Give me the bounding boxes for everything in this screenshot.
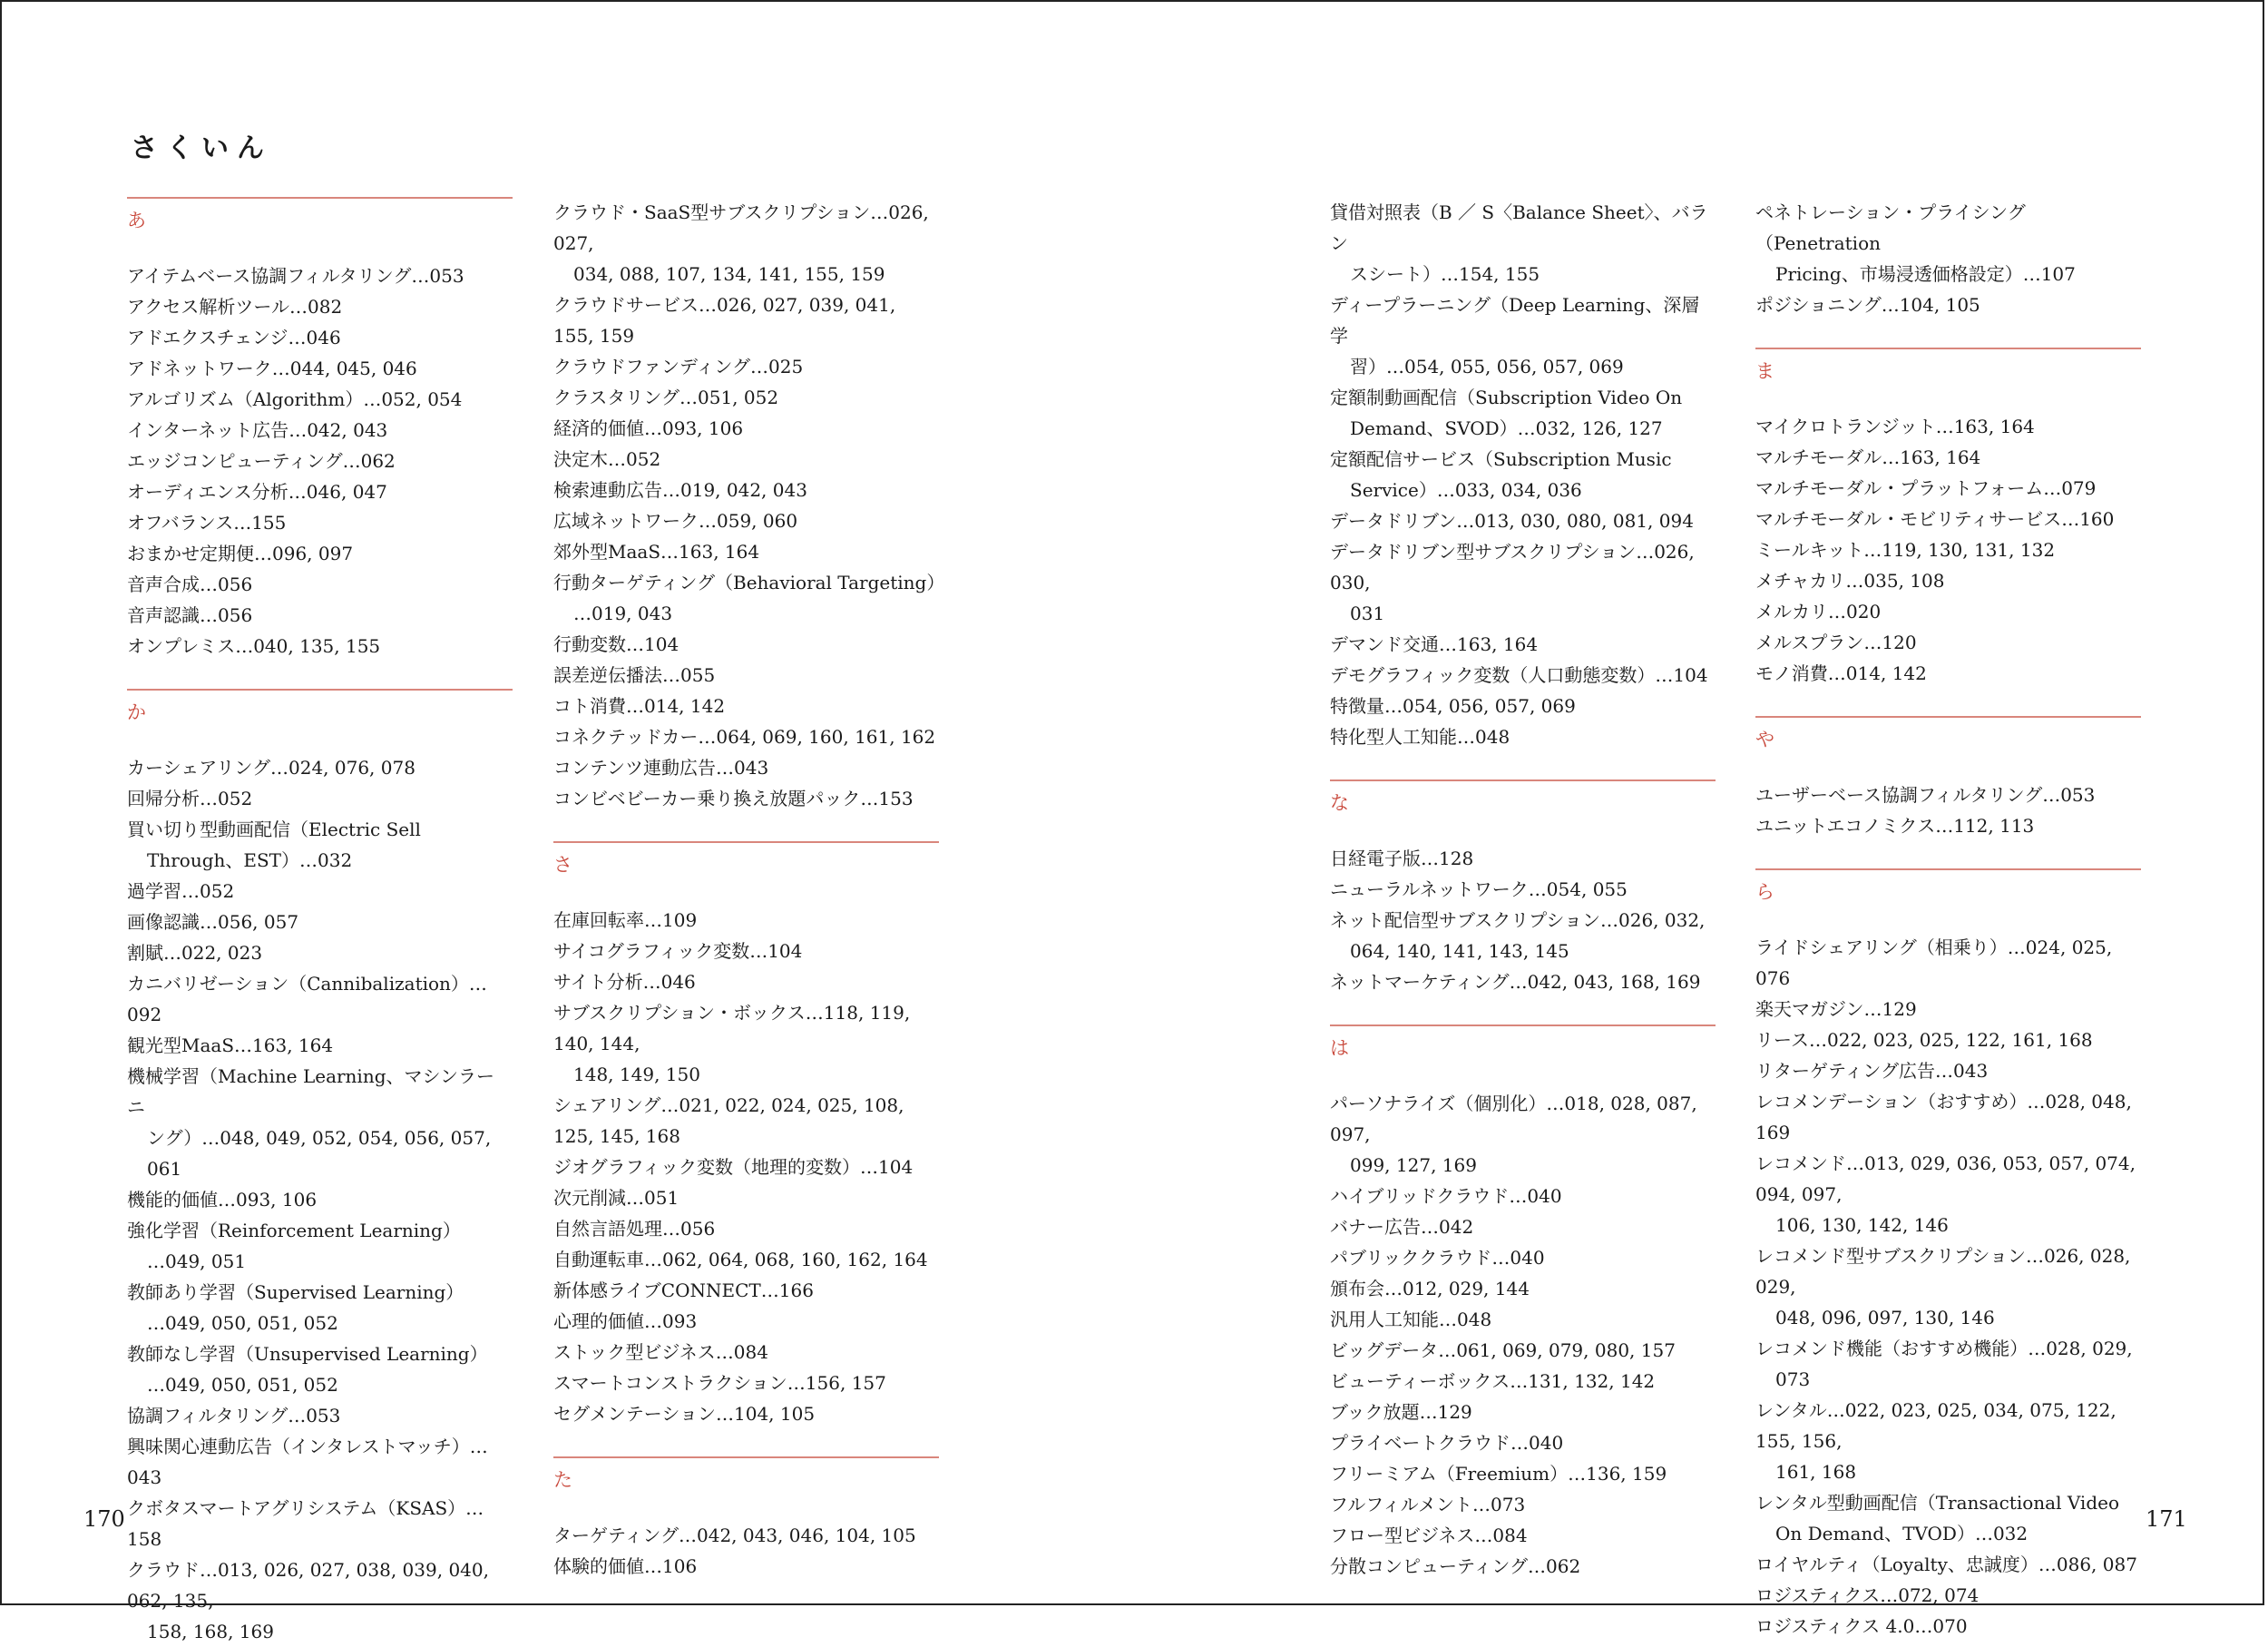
entry-line: 楽天マガジン…129 — [1755, 998, 1917, 1020]
index-entry — [553, 197, 939, 289]
entry-line: 広域ネットワーク…059, 060 — [553, 510, 798, 532]
entry-line: 在庫回転率…109 — [553, 909, 698, 931]
entry-line: ロジスティクス 4.0…070 — [1755, 1615, 1968, 1637]
index-entry — [1755, 1395, 2141, 1487]
index-entry — [127, 415, 513, 446]
entry-line: シェアリング…021, 022, 024, 025, 108, 125, 145, 168 — [553, 1094, 904, 1147]
index-entry — [127, 968, 513, 1030]
section-spacer — [1755, 320, 2141, 348]
entry-line: クラウド・SaaS型サブスクリプション…026, 027, — [553, 201, 929, 254]
index-entry — [1755, 1580, 2141, 1611]
entry-line: ニューラルネットワーク…054, 055 — [1330, 878, 1628, 900]
index-entry — [127, 538, 513, 569]
index-entry — [553, 1520, 939, 1551]
entry-continuation: 073 — [1775, 1368, 1811, 1390]
index-entry — [1755, 994, 2141, 1024]
entry-line: カニバリゼーション（Cannibalization）…092 — [127, 973, 487, 1025]
entry-line: ロジスティクス…072, 074 — [1755, 1584, 1980, 1606]
entry-line: サブスクリプション・ボックス…118, 119, 140, 144, — [553, 1002, 911, 1054]
entry-line: レンタル…022, 023, 025, 034, 075, 122, 155, 156, — [1755, 1399, 2116, 1452]
index-entry — [1330, 536, 1716, 629]
index-entry — [1330, 1458, 1716, 1489]
index-entry — [553, 1152, 939, 1182]
entry-line: 誤差逆伝播法…055 — [553, 664, 716, 686]
page-number-right: 171 — [2146, 1506, 2187, 1532]
index-entry — [553, 1551, 939, 1582]
index-entry — [553, 567, 945, 629]
entry-line: ビューティーボックス…131, 132, 142 — [1330, 1370, 1656, 1392]
index-section — [1330, 779, 1716, 1024]
index-entry — [553, 536, 939, 567]
entry-line: 新体感ライブCONNECT…166 — [553, 1279, 814, 1301]
entry-continuation: 048, 096, 097, 130, 146 — [1775, 1307, 1995, 1328]
index-entry — [1330, 966, 1716, 997]
index-entry — [553, 1244, 939, 1275]
index-entry — [1330, 1273, 1716, 1304]
index-entry — [127, 1061, 513, 1184]
index-entry — [1755, 534, 2141, 565]
entry-line: パーソナライズ（個別化）…018, 028, 087, 097, — [1330, 1093, 1697, 1145]
entry-continuation: 034, 088, 107, 134, 141, 155, 159 — [573, 263, 885, 285]
entry-line: ビッグデータ…061, 069, 079, 080, 157 — [1330, 1339, 1676, 1361]
entry-line: 特徴量…054, 056, 057, 069 — [1330, 695, 1576, 717]
index-entry — [127, 322, 513, 353]
entry-line: フロー型ビジネス…084 — [1330, 1524, 1528, 1546]
index-entry — [127, 937, 513, 968]
index-entry — [127, 353, 513, 384]
index-column-2 — [553, 197, 945, 1582]
index-entry — [127, 1400, 513, 1431]
index-entry — [127, 600, 513, 631]
entry-line: 日経電子版…128 — [1330, 848, 1474, 869]
index-entry — [1330, 1489, 1716, 1520]
index-entry — [1755, 1333, 2141, 1395]
index-entry — [553, 783, 939, 814]
index-entry — [1755, 289, 2141, 320]
entry-line: コンビベビーカー乗り換え放題パック…153 — [553, 788, 914, 809]
entry-continuation: 064, 140, 141, 143, 145 — [1350, 940, 1569, 962]
entry-line: ディープラーニング（Deep Learning、深層学 — [1330, 294, 1700, 347]
entry-line: アルゴリズム（Algorithm）…052, 054 — [127, 388, 463, 410]
entry-line: レコメンド…013, 029, 036, 053, 057, 074, 094, 097, — [1755, 1152, 2136, 1205]
index-entry — [1330, 197, 1716, 289]
entry-line: レコメンデーション（おすすめ）…028, 048, 169 — [1755, 1091, 2132, 1143]
index-entry — [127, 783, 513, 814]
index-entry — [1755, 658, 2141, 689]
entry-line: 機械学習（Machine Learning、マシンラーニ — [127, 1065, 495, 1118]
entry-line: 買い切り型動画配信（Electric Sell — [127, 819, 421, 840]
section-spacer — [1755, 841, 2141, 868]
index-column-3 — [1330, 197, 1716, 1582]
entry-line: 郊外型MaaS…163, 164 — [553, 541, 760, 563]
section-heading — [553, 1456, 939, 1520]
entry-line: ネットマーケティング…042, 043, 168, 169 — [1330, 971, 1701, 993]
section-kana: は — [1330, 1037, 1349, 1059]
entry-line: オーディエンス分析…046, 047 — [127, 481, 387, 503]
index-entry — [553, 413, 939, 444]
entry-line: アクセス解析ツール…082 — [127, 296, 343, 318]
index-entry — [1330, 1551, 1716, 1582]
entry-line: ペネトレーション・プライシング（Penetration — [1755, 201, 2026, 254]
entry-line: コンテンツ連動広告…043 — [553, 757, 769, 779]
index-entry — [553, 505, 939, 536]
section-heading — [127, 689, 513, 752]
entry-line: マルチモーダル…163, 164 — [1755, 446, 1981, 468]
section-kana: た — [553, 1469, 572, 1491]
index-entry — [127, 476, 513, 507]
entry-continuation: 148, 149, 150 — [573, 1064, 700, 1085]
entry-line: リース…022, 023, 025, 122, 161, 168 — [1755, 1029, 2093, 1051]
entry-line: 次元削減…051 — [553, 1187, 679, 1209]
index-entry — [553, 382, 939, 413]
entry-line: 頒布会…012, 029, 144 — [1330, 1278, 1530, 1299]
section-heading — [1755, 716, 2141, 779]
entry-line: ストック型ビジネス…084 — [553, 1341, 768, 1363]
entry-line: マイクロトランジット…163, 164 — [1755, 416, 2035, 437]
index-entry — [127, 907, 513, 937]
section-kana: ま — [1755, 360, 1774, 382]
entry-line: メチャカリ…035, 108 — [1755, 570, 1945, 592]
index-entry — [127, 291, 513, 322]
index-entry — [127, 1554, 513, 1647]
index-section — [1755, 348, 2141, 716]
entry-continuation: Through、EST）…032 — [147, 849, 353, 871]
section-kana: ら — [1755, 881, 1774, 903]
entry-line: 決定木…052 — [553, 448, 661, 470]
entry-line: ユーザーベース協調フィルタリング…053 — [1755, 784, 2096, 806]
entry-line: プライベートクラウド…040 — [1330, 1432, 1564, 1454]
index-entry — [1755, 596, 2141, 627]
entry-line: デマンド交通…163, 164 — [1330, 633, 1539, 655]
entry-line: コネクテッドカー…064, 069, 160, 161, 162 — [553, 726, 936, 748]
index-entry — [553, 660, 939, 691]
entry-line: 心理的価値…093 — [553, 1310, 698, 1332]
entry-line: アドネットワーク…044, 045, 046 — [127, 358, 417, 379]
index-entry — [127, 814, 513, 876]
index-column-4 — [1755, 197, 2141, 1642]
entry-continuation: 161, 168 — [1775, 1461, 1857, 1483]
index-entry — [1755, 504, 2141, 534]
index-entry — [553, 905, 939, 936]
index-entry — [127, 1215, 513, 1277]
section-spacer — [553, 814, 939, 841]
entry-line: 自動運転車…062, 064, 068, 160, 162, 164 — [553, 1249, 928, 1270]
page-title: さくいん — [131, 132, 272, 164]
entry-line: オンプレミス…040, 135, 155 — [127, 635, 381, 657]
entry-line: デモグラフィック変数（人口動態変数）…104 — [1330, 664, 1708, 686]
entry-line: 経済的価値…093, 106 — [553, 417, 744, 439]
index-entry — [553, 966, 939, 997]
index-entry — [127, 260, 513, 291]
entry-continuation: 習）…054, 055, 056, 057, 069 — [1350, 356, 1624, 377]
entry-line: レコメンド型サブスクリプション…026, 028, 029, — [1755, 1245, 2131, 1298]
index-entry — [1330, 382, 1716, 444]
entry-line: レンタル型動画配信（Transactional Video — [1755, 1492, 2119, 1514]
index-entry — [1330, 505, 1716, 536]
index-section — [1755, 716, 2141, 868]
index-entry — [553, 444, 939, 475]
index-entry — [553, 936, 939, 966]
entry-continuation: …049, 050, 051, 052 — [147, 1312, 338, 1334]
entry-line: クラウドファンディング…025 — [553, 356, 804, 377]
index-entry — [553, 1398, 939, 1429]
entry-continuation: スシート）…154, 155 — [1350, 263, 1540, 285]
entry-line: ポジショニング…104, 105 — [1755, 294, 1980, 316]
index-entry — [553, 629, 939, 660]
index-entry — [127, 1431, 513, 1493]
entry-line: クラウド…013, 026, 027, 038, 039, 040, 062, 135, — [127, 1559, 489, 1612]
entry-continuation: Service）…033, 034, 036 — [1350, 479, 1582, 501]
index-entry — [1330, 1397, 1716, 1427]
index-entry — [127, 446, 513, 476]
entry-line: フルフィルメント…073 — [1330, 1494, 1526, 1515]
entry-line: 自然言語処理…056 — [553, 1218, 716, 1240]
index-entry — [1755, 810, 2141, 841]
section-kana: さ — [553, 854, 572, 876]
index-entry — [127, 1184, 513, 1215]
index-entry — [1755, 442, 2141, 473]
index-entry — [1330, 843, 1716, 874]
entry-line: 回帰分析…052 — [127, 788, 253, 809]
entry-line: フリーミアム（Freemium）…136, 159 — [1330, 1463, 1667, 1485]
entry-line: 教師あり学習（Supervised Learning） — [127, 1281, 464, 1303]
entry-line: クラスタリング…051, 052 — [553, 387, 779, 408]
index-entry — [127, 569, 513, 600]
index-entry — [553, 1213, 939, 1244]
index-entry — [1755, 565, 2141, 596]
index-entry — [1755, 1549, 2141, 1580]
entry-line: ロイヤルティ（Loyalty、忠誠度）…086, 087 — [1755, 1554, 2137, 1575]
entry-continuation: Pricing、市場浸透価格設定）…107 — [1775, 263, 2076, 285]
section-kana: な — [1330, 792, 1349, 814]
index-entry — [1330, 444, 1716, 505]
index-entry — [1330, 1520, 1716, 1551]
entry-line: スマートコンストラクション…156, 157 — [553, 1372, 886, 1394]
index-entry — [1330, 721, 1716, 752]
index-section — [1755, 868, 2141, 1642]
index-entry — [1330, 289, 1716, 382]
entry-line: アドエクスチェンジ…046 — [127, 327, 341, 348]
section-spacer — [127, 662, 513, 689]
entry-line: サイト分析…046 — [553, 971, 696, 993]
index-entry — [1330, 1366, 1716, 1397]
entry-line: マルチモーダル・モビリティサービス…160 — [1755, 508, 2115, 530]
entry-continuation: Demand、SVOD）…032, 126, 127 — [1350, 417, 1663, 439]
entry-line: セグメンテーション…104, 105 — [553, 1403, 816, 1425]
index-entry — [553, 1306, 939, 1337]
entry-line: ジオグラフィック変数（地理的変数）…104 — [553, 1156, 914, 1178]
entry-line: 協調フィルタリング…053 — [127, 1405, 341, 1426]
index-section — [1330, 1024, 1716, 1582]
entry-line: マルチモーダル・プラットフォーム…079 — [1755, 477, 2097, 499]
index-column-1 — [127, 197, 513, 1647]
index-entry — [127, 384, 513, 415]
entry-line: 行動ターゲティング（Behavioral Targeting） — [553, 572, 945, 593]
section-spacer — [553, 1429, 939, 1456]
section-kana: や — [1755, 729, 1774, 750]
entry-line: パブリッククラウド…040 — [1330, 1247, 1545, 1269]
index-entry — [1755, 779, 2141, 810]
entry-continuation: …049, 050, 051, 052 — [147, 1374, 338, 1396]
entry-line: オフバランス…155 — [127, 512, 287, 534]
entry-line: クボタスマートアグリシステム（KSAS）…158 — [127, 1497, 484, 1550]
index-entry — [1755, 1148, 2141, 1240]
entry-line: ミールキット…119, 130, 131, 132 — [1755, 539, 2056, 561]
index-entry — [1755, 1024, 2141, 1055]
index-entry — [553, 289, 939, 351]
index-entry — [553, 351, 939, 382]
entry-line: リターゲティング広告…043 — [1755, 1060, 1989, 1082]
entry-line: 観光型MaaS…163, 164 — [127, 1034, 334, 1056]
entry-line: コト消費…014, 142 — [553, 695, 726, 717]
index-entry — [553, 752, 939, 783]
index-entry — [553, 1182, 939, 1213]
index-entry — [1330, 874, 1716, 905]
entry-line: 分散コンピューティング…062 — [1330, 1555, 1581, 1577]
entry-line: ライドシェアリング（相乗り）…024, 025, 076 — [1755, 936, 2113, 989]
section-heading — [1330, 1024, 1716, 1088]
index-entry — [1330, 1242, 1716, 1273]
entry-line: レコメンド機能（おすすめ機能）…028, 029, — [1755, 1338, 2133, 1359]
entry-line: カーシェアリング…024, 076, 078 — [127, 757, 415, 779]
index-entry — [127, 1493, 513, 1554]
index-entry — [127, 752, 513, 783]
entry-line: 定額配信サービス（Subscription Music — [1330, 448, 1672, 470]
index-entry — [1330, 1088, 1716, 1181]
entry-line: ネット配信型サブスクリプション…026, 032, — [1330, 909, 1706, 931]
section-heading — [127, 197, 513, 260]
entry-line: サイコグラフィック変数…104 — [553, 940, 803, 962]
entry-line: インターネット広告…042, 043 — [127, 419, 388, 441]
index-entry — [1330, 1304, 1716, 1335]
page-number-left: 170 — [83, 1506, 125, 1532]
section-heading — [1755, 868, 2141, 932]
index-entry — [1755, 197, 2141, 289]
index-entry — [553, 721, 939, 752]
entry-line: 行動変数…104 — [553, 633, 679, 655]
index-entry — [553, 1337, 939, 1368]
index-entry — [553, 691, 939, 721]
entry-line: 定額制動画配信（Subscription Video On — [1330, 387, 1683, 408]
index-entry — [1330, 1335, 1716, 1366]
index-entry — [127, 876, 513, 907]
index-section — [1755, 197, 2141, 348]
index-entry — [1330, 629, 1716, 660]
index-entry — [1755, 1086, 2141, 1148]
entry-line: おまかせ定期便…096, 097 — [127, 543, 354, 564]
index-entry — [1755, 1611, 2141, 1642]
entry-continuation: ング）…048, 049, 052, 054, 056, 057, 061 — [147, 1127, 492, 1180]
index-entry — [1330, 905, 1716, 966]
index-entry — [1330, 1181, 1716, 1211]
index-section — [553, 197, 945, 841]
index-entry — [1755, 473, 2141, 504]
entry-line: エッジコンピューティング…062 — [127, 450, 396, 472]
entry-line: 検索連動広告…019, 042, 043 — [553, 479, 807, 501]
entry-line: 特化型人工知能…048 — [1330, 726, 1510, 748]
entry-line: 強化学習（Reinforcement Learning） — [127, 1220, 461, 1241]
entry-line: ユニットエコノミクス…112, 113 — [1755, 815, 2035, 837]
index-section — [553, 841, 939, 1456]
index-section — [127, 689, 513, 1647]
index-section — [127, 197, 513, 689]
entry-line: ブック放題…129 — [1330, 1401, 1472, 1423]
index-entry — [127, 631, 513, 662]
index-entry — [1330, 1211, 1716, 1242]
index-entry — [1330, 1427, 1716, 1458]
index-entry — [127, 507, 513, 538]
section-heading — [1330, 779, 1716, 843]
entry-line: 画像認識…056, 057 — [127, 911, 299, 933]
entry-line: 過学習…052 — [127, 880, 235, 902]
entry-line: ハイブリッドクラウド…040 — [1330, 1185, 1562, 1207]
entry-line: 体験的価値…106 — [553, 1555, 698, 1577]
index-entry — [1755, 627, 2141, 658]
entry-line: 割賦…022, 023 — [127, 942, 263, 964]
entry-line: 教師なし学習（Unsupervised Learning） — [127, 1343, 488, 1365]
entry-line: アイテムベース協調フィルタリング…053 — [127, 265, 464, 287]
entry-continuation: 158, 168, 169 — [147, 1621, 274, 1642]
index-entry — [553, 475, 939, 505]
index-section — [553, 1456, 939, 1582]
index-entry — [1755, 411, 2141, 442]
entry-continuation: 031 — [1350, 603, 1385, 624]
entry-continuation: …049, 051 — [147, 1250, 247, 1272]
index-entry — [1755, 1240, 2141, 1333]
entry-line: 音声合成…056 — [127, 574, 253, 595]
entry-line: モノ消費…014, 142 — [1755, 662, 1927, 684]
entry-line: 興味関心連動広告（インタレストマッチ）…043 — [127, 1436, 488, 1488]
section-heading — [1755, 348, 2141, 411]
index-entry — [127, 1338, 513, 1400]
index-entry — [553, 1090, 939, 1152]
entry-continuation: 106, 130, 142, 146 — [1775, 1214, 1949, 1236]
section-kana: あ — [127, 210, 146, 231]
section-spacer — [1330, 752, 1716, 779]
section-spacer — [1755, 689, 2141, 716]
index-entry — [1330, 691, 1716, 721]
entry-continuation: …019, 043 — [573, 603, 673, 624]
index-entry — [1755, 932, 2141, 994]
entry-line: メルカリ…020 — [1755, 601, 1882, 623]
index-entry — [1755, 1055, 2141, 1086]
entry-line: 機能的価値…093, 106 — [127, 1189, 318, 1211]
entry-line: データドリブン…013, 030, 080, 081, 094 — [1330, 510, 1694, 532]
index-entry — [553, 1275, 939, 1306]
section-spacer — [1330, 997, 1716, 1024]
entry-line: 汎用人工知能…048 — [1330, 1309, 1492, 1330]
section-kana: か — [127, 701, 146, 723]
entry-line: クラウドサービス…026, 027, 039, 041, 155, 159 — [553, 294, 896, 347]
entry-line: 貸借対照表（B ／ S〈Balance Sheet〉、バラン — [1330, 201, 1708, 254]
index-entry — [127, 1030, 513, 1061]
index-entry — [1755, 1487, 2141, 1549]
index-entry — [127, 1277, 513, 1338]
entry-line: 音声認識…056 — [127, 604, 253, 626]
entry-continuation: 099, 127, 169 — [1350, 1154, 1477, 1176]
entry-line: メルスプラン…120 — [1755, 632, 1917, 653]
entry-continuation: On Demand、TVOD）…032 — [1775, 1523, 2028, 1544]
entry-line: データドリブン型サブスクリプション…026, 030, — [1330, 541, 1695, 593]
index-entry — [553, 997, 939, 1090]
entry-line: ターゲティング…042, 043, 046, 104, 105 — [553, 1524, 916, 1546]
index-entry — [553, 1368, 939, 1398]
entry-line: バナー広告…042 — [1330, 1216, 1474, 1238]
index-entry — [1330, 660, 1716, 691]
index-section — [1330, 197, 1716, 779]
section-heading — [553, 841, 939, 905]
